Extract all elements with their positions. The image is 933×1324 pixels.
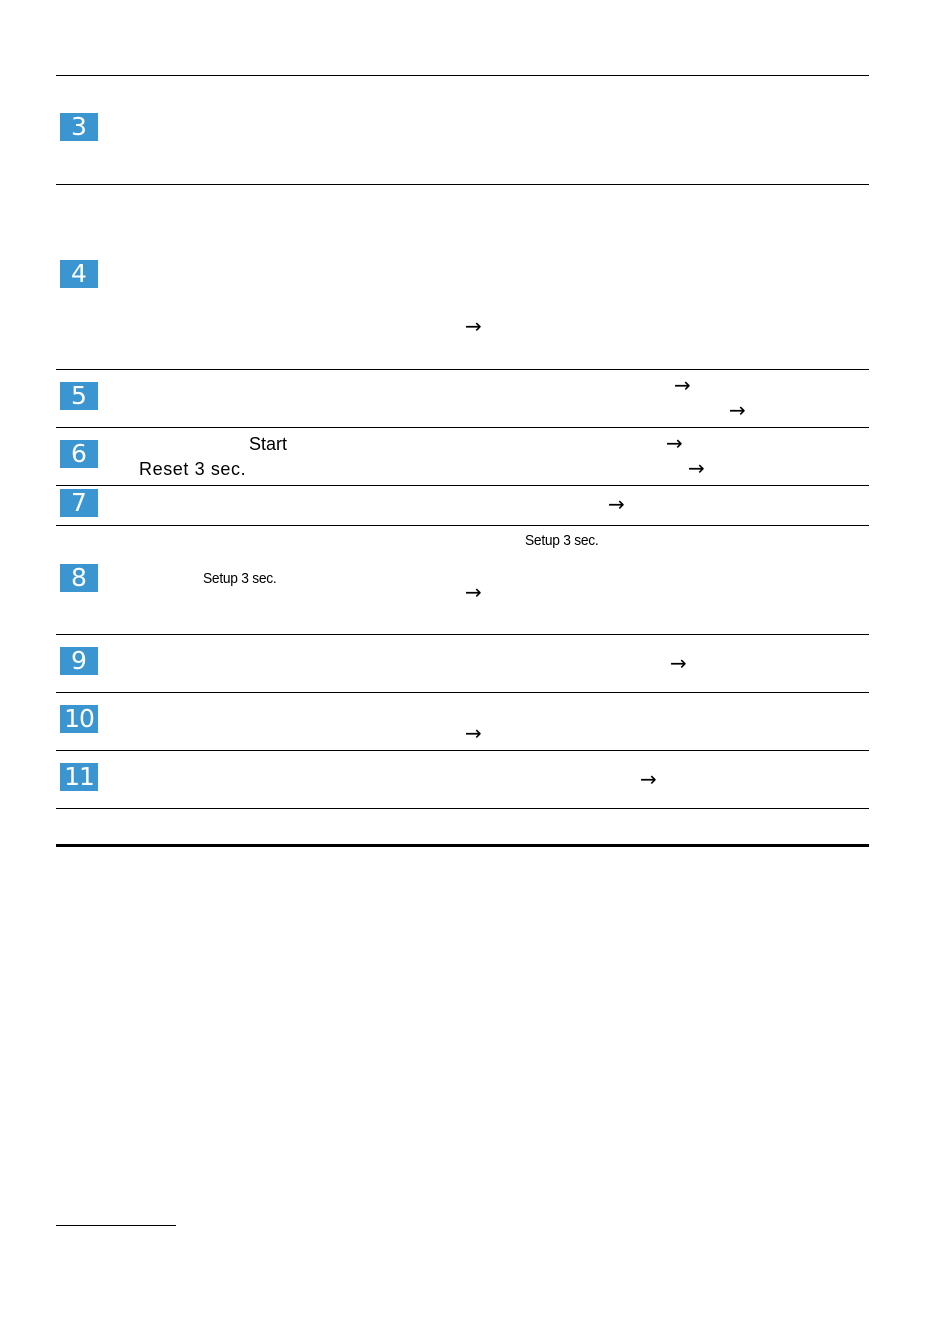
row-divider (56, 808, 869, 809)
setup-label: Setup 3 sec. (525, 532, 599, 549)
step-badge-7: 7 (60, 489, 98, 517)
reset-label: Reset 3 sec. (139, 459, 247, 479)
row-divider (56, 427, 869, 428)
step-badge-3: 3 (60, 113, 98, 141)
row-divider (56, 525, 869, 526)
row-divider (56, 692, 869, 693)
arrow-icon: → (608, 492, 625, 516)
start-label: Start (249, 434, 288, 454)
arrow-icon: → (729, 398, 746, 422)
arrow-icon: → (465, 721, 482, 745)
setup-label: Setup 3 sec. (203, 570, 277, 587)
arrow-icon: → (465, 314, 482, 338)
arrow-icon: → (674, 373, 691, 397)
arrow-icon: → (465, 580, 482, 604)
row-divider (56, 634, 869, 635)
step-badge-5: 5 (60, 382, 98, 410)
step-badge-6: 6 (60, 440, 98, 468)
arrow-icon: → (688, 456, 705, 480)
step-badge-10: 10 (60, 705, 98, 733)
row-divider (56, 750, 869, 751)
arrow-icon: → (640, 767, 657, 791)
step-badge-9: 9 (60, 647, 98, 675)
row-divider (56, 369, 869, 370)
table-top-rule (56, 75, 869, 76)
step-badge-8: 8 (60, 564, 98, 592)
step-badge-11: 11 (60, 763, 98, 791)
table-bottom-rule (56, 844, 869, 847)
arrow-icon: → (670, 651, 687, 675)
row-divider (56, 184, 869, 185)
row-divider (56, 485, 869, 486)
step-badge-4: 4 (60, 260, 98, 288)
footnote-separator (56, 1225, 176, 1226)
arrow-icon: → (666, 431, 683, 455)
